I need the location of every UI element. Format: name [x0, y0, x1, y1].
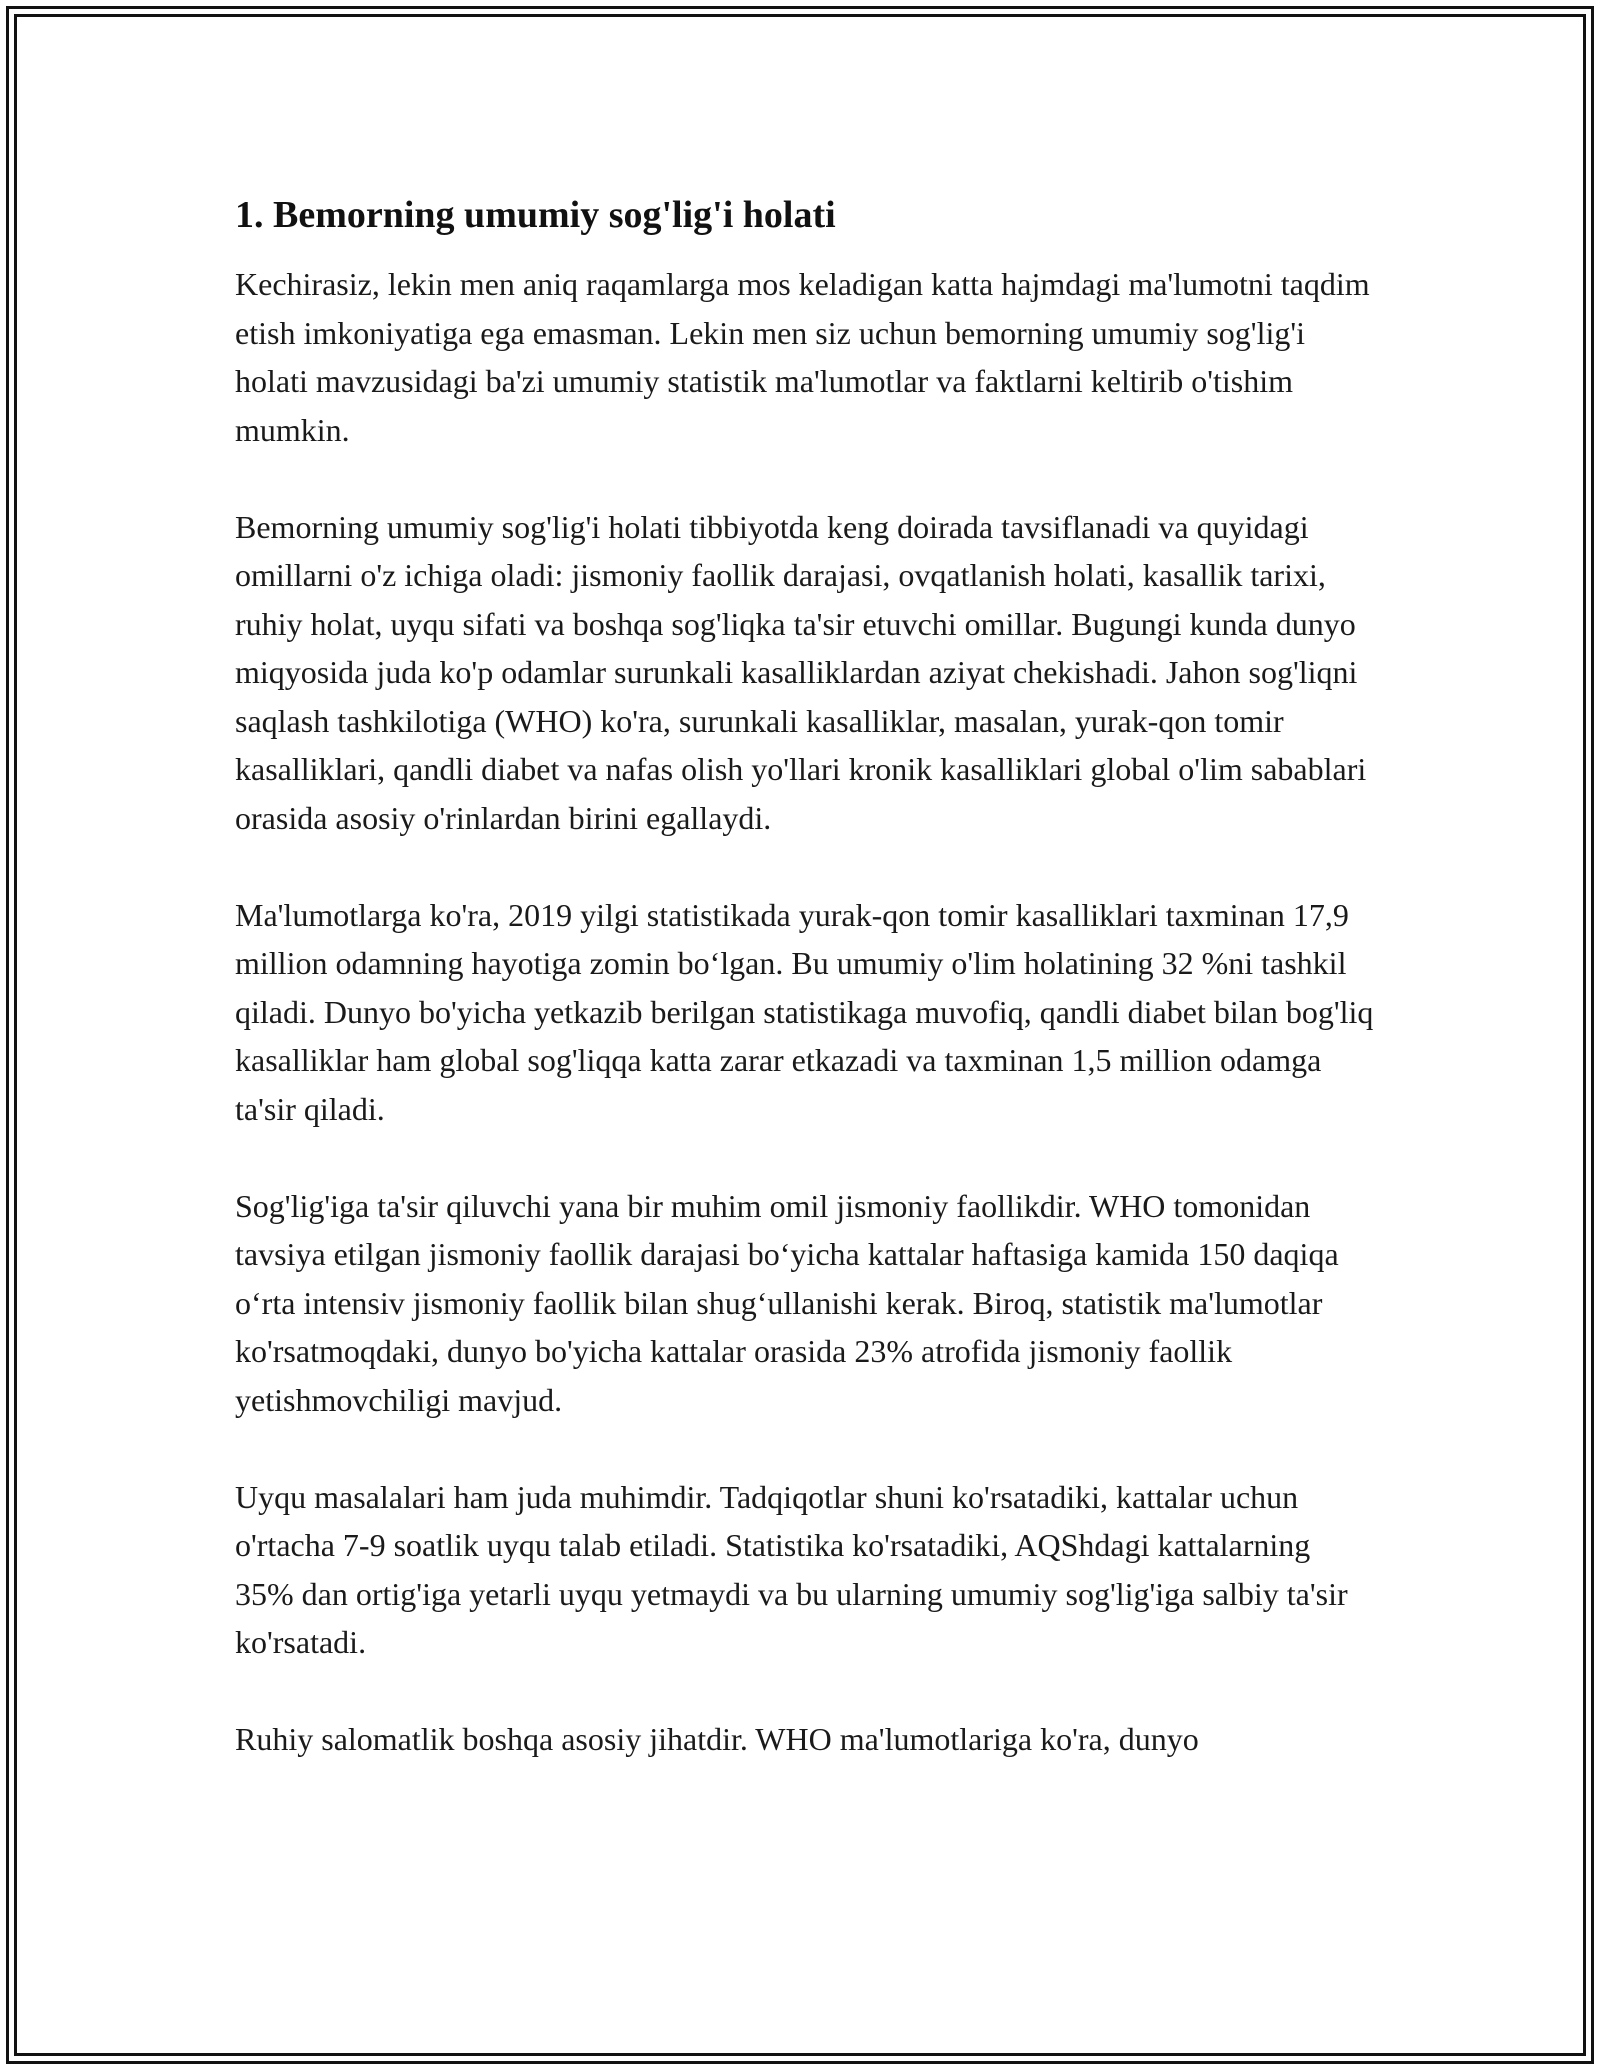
section-heading: 1. Bemorning umumiy sog'lig'i holati: [235, 194, 836, 236]
paragraph-overview: Bemorning umumiy sog'lig'i holati tibbiyotda keng doirada tavsiflanadi va quyidagi omillarni o'z ichiga oladi: jismoniy faollik darajasi, ovqatlanish holati, kasallik tarixi, ruhiy holat, uyqu sifati va boshqa sog'liqka ta'sir etuvchi omillar. Bugungi kunda dunyo miqyosida juda ko'p odamlar surunkali kasalliklardan aziyat chekishadi. Jahon sog'liqni saqlash tashkilotiga (WHO) ko'ra, surunkali kasalliklar, masalan, yurak-qon tomir kasalliklari, qandli diabet va nafas olish yo'llari kronik kasalliklari global o'lim sabablari orasida asosiy o'rinlardan birini egallaydi.: [235, 508, 1367, 836]
paragraph-physical-activity: Sog'lig'iga ta'sir qiluvchi yana bir muhim omil jismoniy faollikdir. WHO tomonidan tavsiya etilgan jismoniy faollik darajasi bo‘yicha kattalar haftasiga kamida 150 daqiqa o‘rta intensiv jismoniy faollik bilan shug‘ullanishi kerak. Biroq, statistik ma'lumotlar ko'rsatmoqdaki, dunyo bo'yicha kattalar orasida 23% atrofida jismoniy faollik yetishmovchiligi mavjud.: [235, 1187, 1339, 1418]
paragraph-intro: Kechirasiz, lekin men aniq raqamlarga mos keladigan katta hajmdagi ma'lumotni taqdim etish imkoniyatiga ega emasman. Lekin men siz uchun bemorning umumiy sog'lig'i holati mavzusidagi ba'zi umumiy statistik ma'lumotlar va faktlarni keltirib o'tishim mumkin.: [235, 266, 1370, 448]
paragraph-cardiovascular: Ma'lumotlarga ko'ra, 2019 yilgi statistikada yurak-qon tomir kasalliklari taxminan 17,9 million odamning hayotiga zomin bo‘lgan. Bu umumiy o'lim holatining 32 %ni tashkil qiladi. Dunyo bo'yicha yetkazib berilgan statistikaga muvofiq, qandli diabet bilan bog'liq kasalliklar ham global sog'liqqa katta zarar etkazadi va taxminan 1,5 million odamga ta'sir qiladi.: [235, 896, 1374, 1127]
paragraph-sleep: Uyqu masalalari ham juda muhimdir. Tadqiqotlar shuni ko'rsatadiki, kattalar uchun o'rtacha 7-9 soatlik uyqu talab etiladi. Statistika ko'rsatadiki, AQShdagi kattalarning 35% dan ortig'iga yetarli uyqu yetmaydi va bu ularning umumiy sog'lig'iga salbiy ta'sir ko'rsatadi.: [235, 1478, 1348, 1660]
document-body: [235, 190, 1375, 1812]
paragraph-mental-health: Ruhiy salomatlik boshqa asosiy jihatdir. WHO ma'lumotlariga ko'ra, dunyo: [235, 1721, 1199, 1757]
